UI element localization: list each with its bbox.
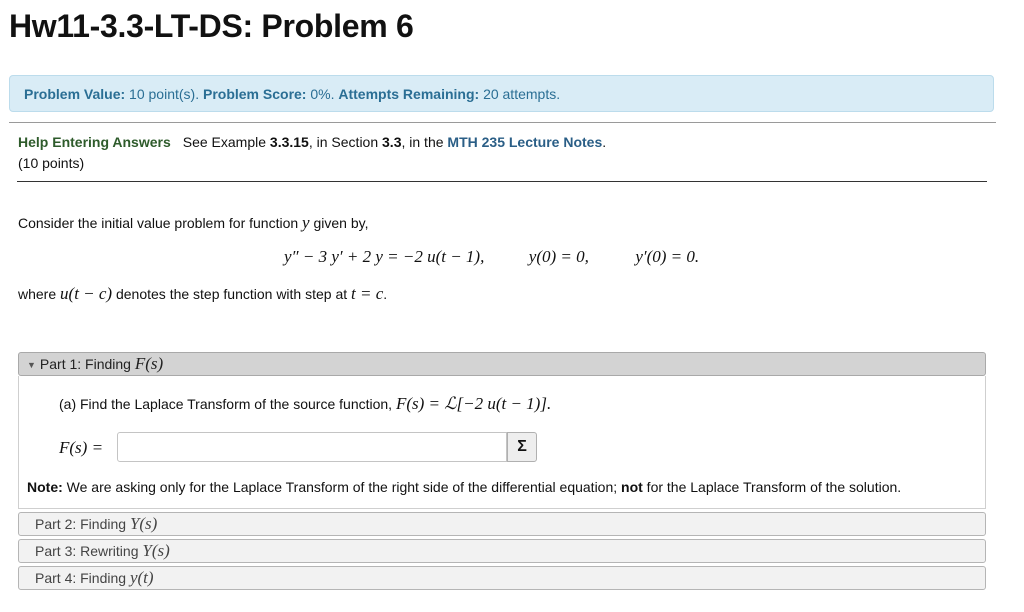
see-example-text: See Example (182, 134, 270, 150)
note-bold: not (621, 479, 643, 495)
part-1-label: Part 1: Finding (39, 356, 135, 372)
problem-score-box (9, 75, 994, 112)
note-text-1: We are asking only for the Laplace Transform of the right side of the differential equation; (62, 479, 622, 495)
period-text: . (602, 134, 607, 150)
question-a (59, 394, 551, 414)
ode: y″ − 3 y′ + 2 y = −2 u(t − 1), (284, 247, 485, 266)
example-number: 3.3.15 (269, 134, 309, 150)
part-4-label: Part 4: Finding (35, 570, 130, 586)
note-text (27, 479, 901, 495)
help-entering-answers-link[interactable]: Help Entering Answers (18, 134, 171, 150)
initial-condition-2: y′(0) = 0. (635, 247, 700, 266)
section-number: 3.3 (382, 134, 402, 150)
expanded-triangle-icon: ▼ (27, 360, 36, 370)
intro-text: Consider the initial value problem for function (18, 215, 303, 231)
note-label: Note: (27, 479, 63, 495)
problem-intro (18, 213, 368, 233)
in-the-text: , in the (401, 134, 448, 150)
equation-editor-button[interactable]: Σ (507, 432, 537, 462)
part-2-math: Y(s) (129, 514, 158, 533)
part-1-math: F(s) (134, 354, 164, 373)
lecture-notes-link[interactable]: MTH 235 Lecture Notes (447, 134, 603, 150)
part-4-math: y(t) (129, 568, 154, 587)
part-2-label: Part 2: Finding (35, 516, 130, 532)
help-line (18, 134, 606, 150)
question-a-math: F(s) = ℒ[−2 u(t − 1)]. (395, 394, 552, 413)
question-a-text: (a) Find the Laplace Transform of the source function, (59, 396, 396, 412)
part-1-header[interactable] (18, 352, 986, 376)
divider (17, 181, 987, 182)
answer-label: F(s) = (59, 438, 104, 457)
page-title: Hw11-3.3-LT-DS: Problem 6 (9, 8, 414, 44)
where-math2: t = c (351, 284, 384, 303)
step-function-description (18, 284, 387, 304)
where-mid: denotes the step function with step at (112, 286, 352, 302)
part-3-header[interactable] (18, 539, 986, 563)
divider (9, 122, 996, 123)
attempts-remaining-label: Attempts Remaining: (338, 86, 480, 102)
initial-condition-1: y(0) = 0, (528, 247, 589, 266)
intro-end: given by, (309, 215, 369, 231)
part-4-header[interactable] (18, 566, 986, 590)
attempts-remaining-text: 20 attempts. (483, 86, 561, 102)
problem-value-text: 10 point(s). (129, 86, 200, 102)
problem-score-text: 0%. (310, 86, 335, 102)
part-3-label: Part 3: Rewriting (35, 543, 143, 559)
problem-value-label: Problem Value: (24, 86, 126, 102)
points-text: (10 points) (18, 155, 85, 171)
differential-equation (284, 247, 699, 267)
part-2-header[interactable] (18, 512, 986, 536)
answer-input[interactable] (117, 432, 507, 462)
part-1-body (18, 376, 986, 509)
intro-var: y (302, 213, 310, 232)
where-math: u(t − c) (60, 284, 113, 303)
where-text: where (18, 286, 61, 302)
note-text-2: for the Laplace Transform of the solution. (642, 479, 902, 495)
part-3-math: Y(s) (142, 541, 170, 560)
in-section-text: , in Section (308, 134, 383, 150)
problem-score-label: Problem Score: (202, 86, 307, 102)
where-end: . (383, 286, 388, 302)
